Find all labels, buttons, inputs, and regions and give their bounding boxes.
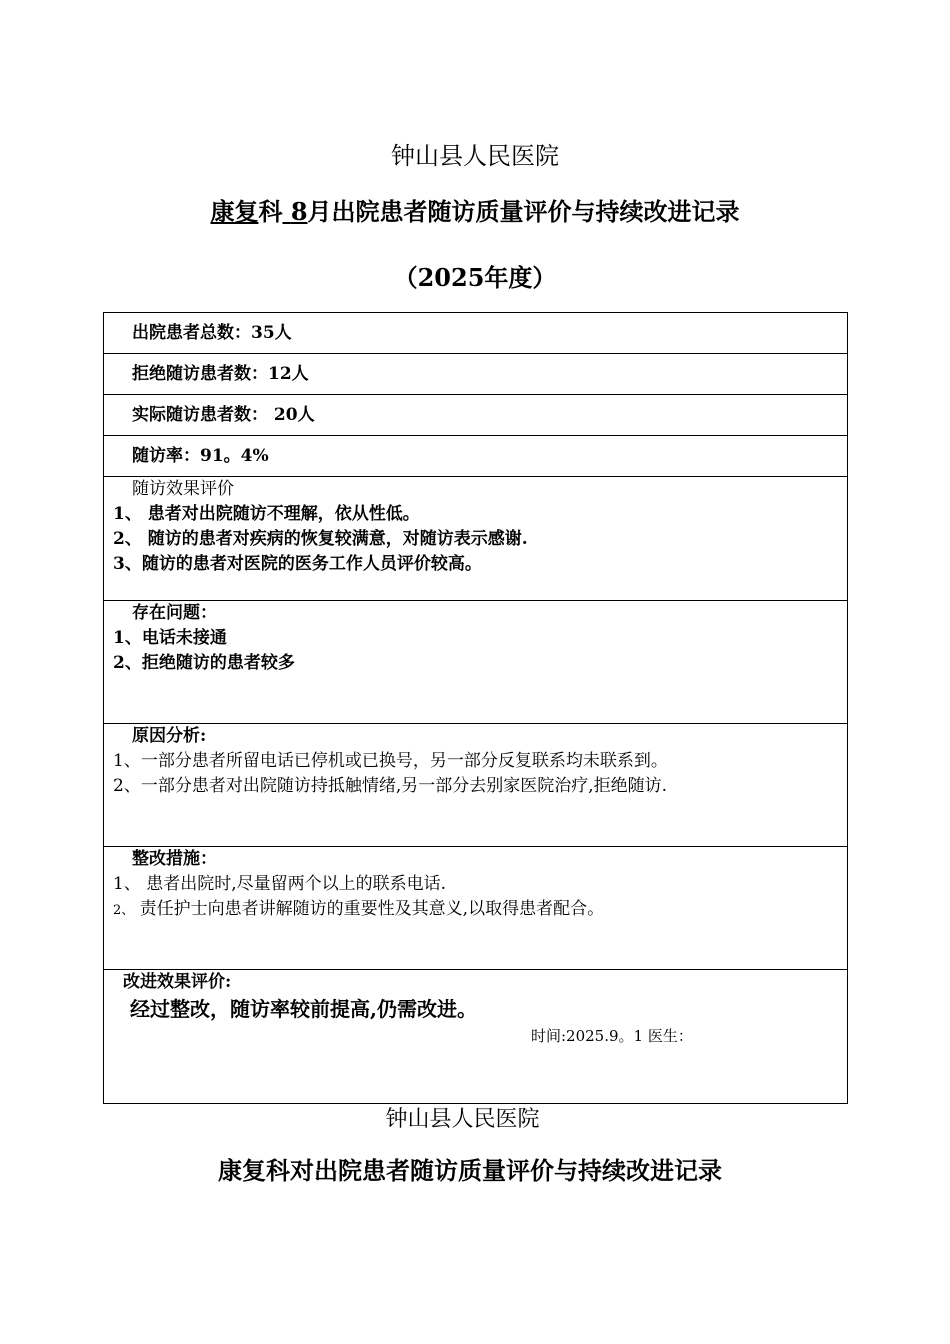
evaluation-label: 随访效果评价	[132, 479, 234, 499]
causes-label: 原因分析:	[132, 726, 207, 746]
record-title	[0, 192, 950, 227]
actual-value: 20人	[273, 404, 315, 425]
cause-item: 2、一部分患者对出院随访持抵触情绪,另一部分去别家医院治疗,拒绝随访.	[113, 776, 668, 796]
total-label: 出院患者总数：	[132, 322, 251, 343]
cell-causes	[104, 724, 848, 847]
evaluation-item: 3、随访的患者对医院的医务工作人员评价较高。	[113, 554, 482, 574]
problem-item: 2、拒绝随访的患者较多	[113, 653, 295, 673]
total-value: 35人	[251, 322, 292, 343]
cell-refused	[104, 354, 848, 395]
row-rate	[104, 436, 848, 477]
year-label: （2025年度）	[393, 263, 557, 292]
row-improvement	[104, 970, 848, 1104]
improvement-text: 经过整改，随访率较前提高,仍需改进。	[130, 997, 477, 1021]
row-refused	[104, 354, 848, 395]
evaluation-item: 1、 患者对出院随访不理解，依从性低。	[113, 504, 420, 524]
evaluation-item: 2、 随访的患者对疾病的恢复较满意，对随访表示感谢.	[113, 529, 528, 549]
followup-record-table	[103, 312, 848, 1104]
rate-value: 91。4%	[200, 445, 269, 466]
improvement-label: 改进效果评价:	[123, 972, 232, 992]
cell-evaluation	[104, 477, 848, 601]
row-causes	[104, 724, 848, 847]
hospital-name: 钟山县人民医院	[391, 142, 559, 170]
footer-title: 康复科对出院患者随访质量评价与持续改进记录	[218, 1156, 722, 1185]
row-total	[104, 313, 848, 354]
measure-item-text: 责任护士向患者讲解随访的重要性及其意义,以取得患者配合。	[134, 899, 605, 919]
measure-item-number: 2、	[113, 903, 135, 918]
department-name: 康复	[210, 197, 259, 226]
row-actual	[104, 395, 848, 436]
row-problems	[104, 601, 848, 724]
row-evaluation	[104, 477, 848, 601]
row-measures	[104, 847, 848, 970]
signature-line: 时间:2025.9。1 医生：	[531, 1027, 693, 1045]
footer-hospital-name: 钟山县人民医院	[385, 1107, 540, 1132]
cell-total	[104, 313, 848, 354]
measure-item	[113, 897, 847, 923]
title-text: 月出院患者随访质量评价与持续改进记录	[307, 197, 740, 226]
problems-label: 存在问题：	[132, 603, 217, 623]
rate-label: 随访率：	[132, 445, 200, 466]
actual-label: 实际随访患者数：	[132, 404, 268, 425]
refused-label: 拒绝随访患者数：	[132, 363, 268, 384]
measures-label: 整改措施：	[132, 849, 217, 869]
cell-actual	[104, 395, 848, 436]
cell-problems	[104, 601, 848, 724]
month-value: 8	[290, 197, 308, 226]
department-suffix: 科	[258, 197, 283, 226]
cell-improvement	[104, 970, 848, 1104]
cell-rate	[104, 436, 848, 477]
problem-item: 1、电话未接通	[113, 628, 227, 648]
cause-item: 1、一部分患者所留电话已停机或已换号，另一部分反复联系均未联系到。	[113, 751, 668, 771]
measure-item: 1、 患者出院时,尽量留两个以上的联系电话.	[113, 874, 447, 894]
refused-value: 12人	[268, 363, 309, 384]
cell-measures	[104, 847, 848, 970]
